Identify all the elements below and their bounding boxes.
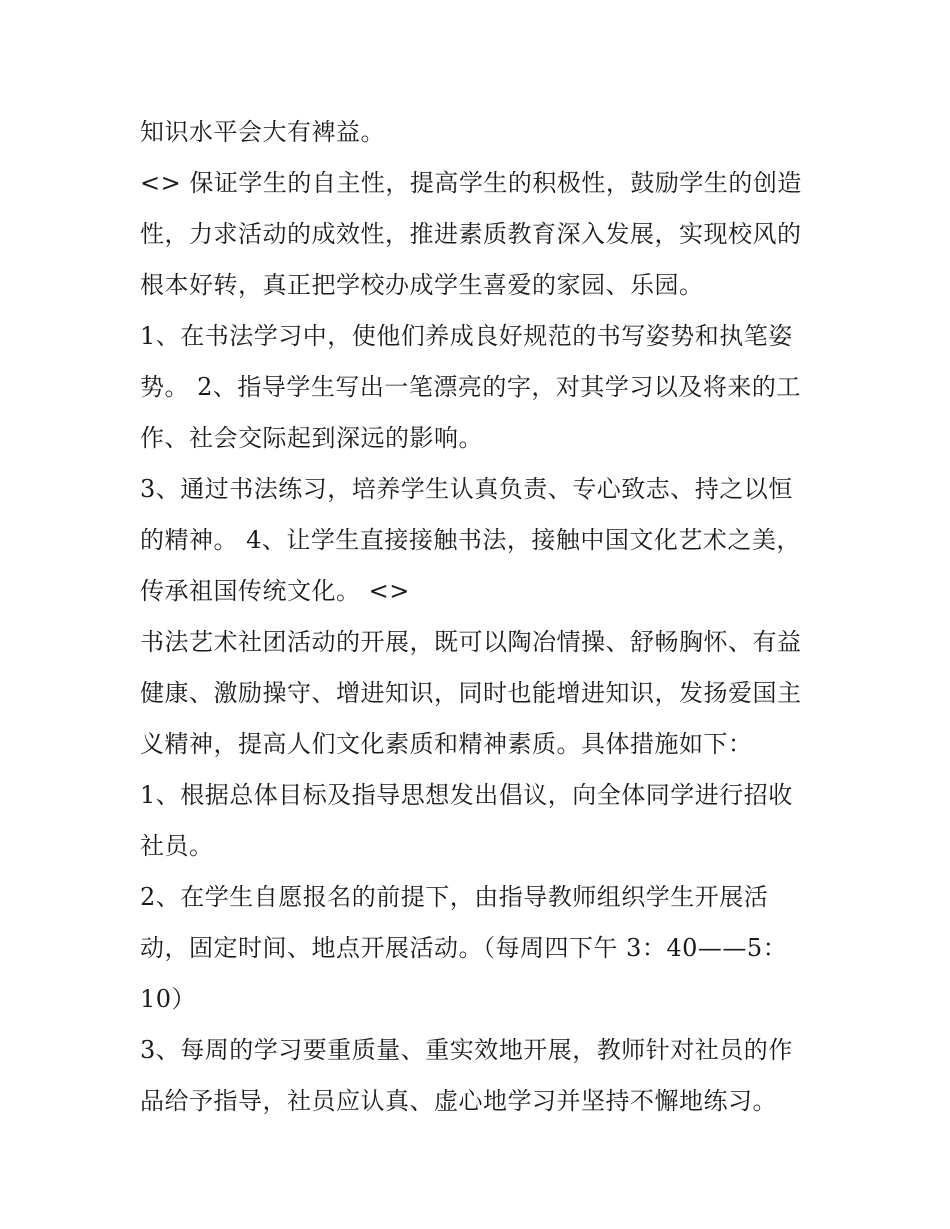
text-line: 的精神。 4、让学生直接接触书法，接触中国文化艺术之美， [140,526,801,554]
text-line: 性，力求活动的成效性，推进素质教育深入发展，实现校风的 [140,220,802,248]
text-line: 社员。 [140,832,214,860]
text-line: 1、根据总体目标及指导思想发出倡议，向全体同学进行招收 [140,781,793,809]
text-line: 2、在学生自愿报名的前提下，由指导教师组织学生开展活 [140,883,769,911]
text-line: 3、通过书法练习，培养学生认真负责、专心致志、持之以恒 [140,475,793,503]
text-line: 根本好转，真正把学校办成学生喜爱的家园、乐园。 [140,271,704,299]
text-line: 义精神，提高人们文化素质和精神素质。具体措施如下： [140,730,753,758]
document-body [140,107,820,1127]
text-line: 作、社会交际起到深远的影响。 [140,424,483,452]
text-line: 势。 2、指导学生写出一笔漂亮的字，对其学习以及将来的工 [140,373,801,401]
text-line: 1、在书法学习中，使他们养成良好规范的书写姿势和执笔姿 [140,322,793,350]
text-line: <> 保证学生的自主性，提高学生的积极性，鼓励学生的创造 [140,169,802,197]
text-line: 书法艺术社团活动的开展，既可以陶冶情操、舒畅胸怀、有益 [140,628,802,656]
text-line: 动，固定时间、地点开展活动。（每周四下午 3：40——5： [140,934,788,962]
text-line: 健康、激励操守、增进知识，同时也能增进知识，发扬爱国主 [140,679,802,707]
text-line: 10） [140,985,197,1013]
text-line: 传承祖国传统文化。 <> [140,577,410,605]
text-line: 知识水平会大有裨益。 [140,118,385,146]
text-line: 3、每周的学习要重质量、重实效地开展，教师针对社员的作 [140,1036,793,1064]
text-line: 品给予指导，社员应认真、虚心地学习并坚持不懈地练习。 [140,1087,777,1115]
